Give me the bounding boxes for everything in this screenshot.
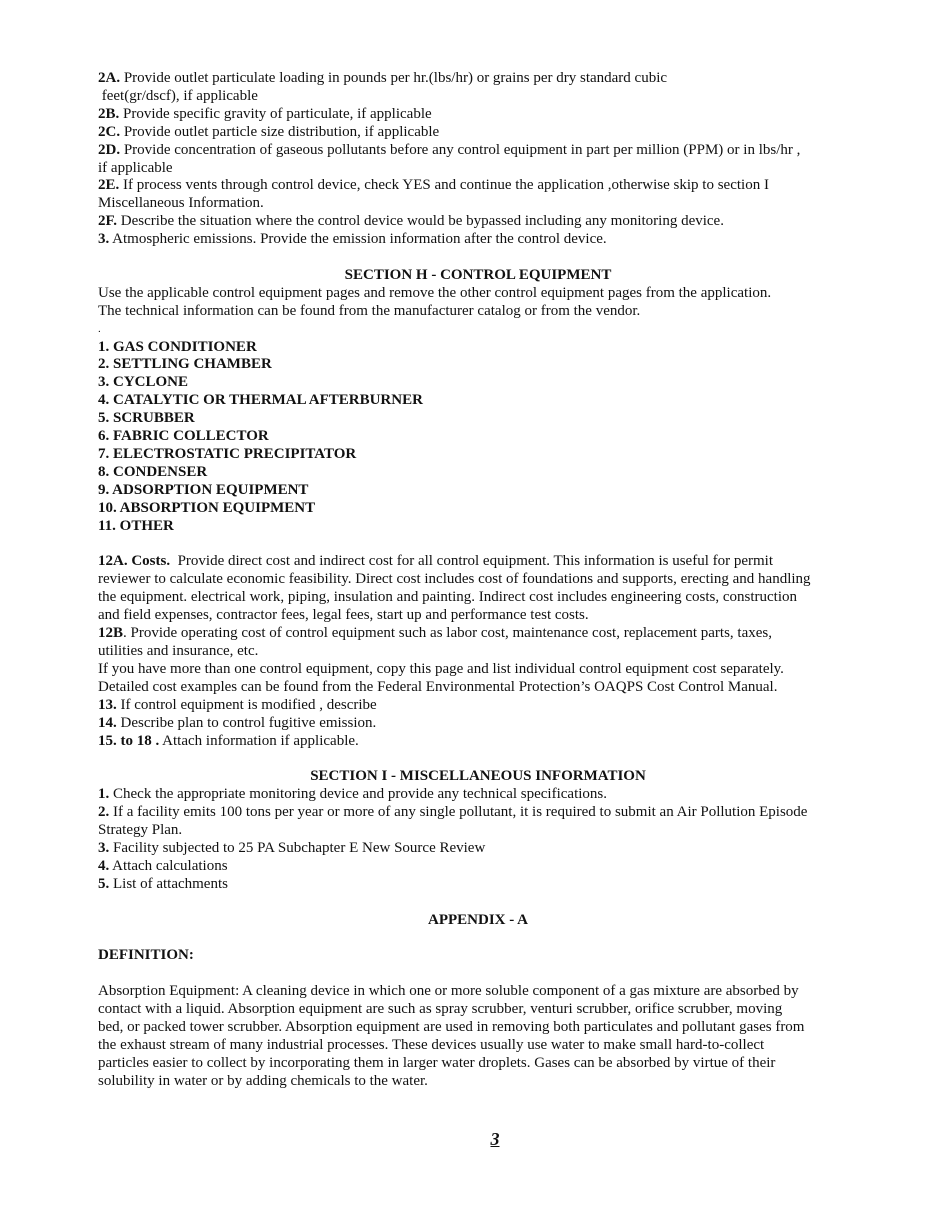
- equipment-item: 6. FABRIC COLLECTOR: [98, 428, 269, 445]
- spacer: [98, 929, 858, 947]
- equipment-item: 1. GAS CONDITIONER: [98, 338, 257, 355]
- costs-line: reviewer to calculate economic feasibility. Direct cost includes cost of foundations and supports, erecting and handling: [98, 571, 811, 588]
- item-2e: 2E. If process vents through control device, check YES and continue the application ,otherwise skip to section I: [98, 177, 769, 194]
- definition-line: solubility in water or by adding chemicals to the water.: [98, 1072, 428, 1089]
- section-i-item: 3. Facility subjected to 25 PA Subchapter E New Source Review: [98, 839, 486, 856]
- item-14: 14. Describe plan to control fugitive emission.: [98, 714, 377, 731]
- definition-line: the exhaust stream of many industrial processes. These devices usually use water to make small hard-to-collect: [98, 1036, 765, 1053]
- item-2e-cont: Miscellaneous Information.: [98, 195, 264, 212]
- spacer: [98, 894, 858, 912]
- item-2d-cont: if applicable: [98, 159, 173, 176]
- section-i-item: 1. Check the appropriate monitoring device and provide any technical specifications.: [98, 786, 607, 803]
- section-i-item: 2. If a facility emits 100 tons per year or more of any single pollutant, it is required to submit an Air Pollution Episode: [98, 804, 808, 821]
- item-2f: 2F. Describe the situation where the control device would be bypassed including any monitoring device.: [98, 213, 724, 230]
- item-2a-cont: feet(gr/dscf), if applicable: [98, 87, 258, 104]
- page-number: 3: [490, 1129, 500, 1149]
- item-2b: 2B. Provide specific gravity of particulate, if applicable: [98, 105, 432, 122]
- section-h-dot: .: [98, 322, 101, 335]
- cost-note-line2: Detailed cost examples can be found from the Federal Environmental Protection’s OAQPS Cost Control Manual.: [98, 678, 778, 695]
- spacer: [98, 249, 858, 267]
- equipment-item: 11. OTHER: [98, 517, 174, 534]
- equipment-list: [98, 339, 858, 536]
- section-g-items: [98, 70, 858, 249]
- costs-label: 12A. Costs.: [98, 553, 171, 570]
- equipment-item: 3. CYCLONE: [98, 374, 189, 391]
- definition-paragraph: [98, 983, 858, 1090]
- spacer: [98, 750, 858, 768]
- equipment-item: 2. SETTLING CHAMBER: [98, 356, 272, 373]
- section-i-item-cont: Strategy Plan.: [98, 822, 183, 839]
- appendix-heading: APPENDIX - A: [428, 911, 528, 928]
- item-3: 3. Atmospheric emissions. Provide the emission information after the control device.: [98, 231, 607, 248]
- spacer: [98, 965, 858, 983]
- section-h-intro-line2: The technical information can be found from the manufacturer catalog or from the vendor.: [98, 302, 641, 319]
- section-h-intro-line1: Use the applicable control equipment pages and remove the other control equipment pages from the application.: [98, 284, 772, 301]
- item-2c: 2C. Provide outlet particle size distribution, if applicable: [98, 123, 440, 140]
- item-2d: 2D. Provide concentration of gaseous pollutants before any control equipment in part per million (PPM) or in lbs/hr ,: [98, 141, 801, 158]
- item-12b-cont: utilities and insurance, etc.: [98, 642, 259, 659]
- document-page: [98, 70, 858, 1091]
- spacer: [98, 536, 858, 554]
- section-i-item: 4. Attach calculations: [98, 857, 228, 874]
- costs-paragraph: 12A. Costs. Provide direct cost and indirect cost for all control equipment. This information is useful for permit reviewer to calculate economic feasibility. Direct cost includes cost of foundations and supports, erecting and handling the equipment. electrical work, piping, insulation and painting. Indirect cost includes engineering costs, construction and field expenses, contractor fees, legal fees, start up and performance test costs.: [98, 553, 858, 625]
- equipment-item: 9. ADSORPTION EQUIPMENT: [98, 481, 309, 498]
- section-i-heading: SECTION I - MISCELLANEOUS INFORMATION: [310, 768, 646, 785]
- item-13: 13. If control equipment is modified , describe: [98, 696, 377, 713]
- equipment-item: 7. ELECTROSTATIC PRECIPITATOR: [98, 446, 357, 463]
- definition-line: bed, or packed tower scrubber. Absorption equipment are used in removing both particulates and pollutant gases from: [98, 1018, 805, 1035]
- equipment-item: 4. CATALYTIC OR THERMAL AFTERBURNER: [98, 392, 423, 409]
- definition-label: DEFINITION:: [98, 947, 194, 964]
- item-15-18: 15. to 18 . Attach information if applicable.: [98, 732, 359, 749]
- costs-line: and field expenses, contractor fees, legal fees, start up and performance test costs.: [98, 607, 589, 624]
- definition-line: Absorption Equipment: A cleaning device in which one or more soluble component of a gas mixture are absorbed by: [98, 983, 799, 1000]
- definition-line: contact with a liquid. Absorption equipment are such as spray scrubber, venturi scrubber, orifice scrubber, moving: [98, 1001, 783, 1018]
- definition-line: particles easier to collect by incorporating them in larger water droplets. Gases can be absorbed by virtue of their: [98, 1054, 776, 1071]
- section-i-item: 5. List of attachments: [98, 875, 228, 892]
- costs-line: the equipment. electrical work, piping, insulation and painting. Indirect cost includes engineering costs, construction: [98, 589, 797, 606]
- item-12b: 12B. Provide operating cost of control equipment such as labor cost, maintenance cost, replacement parts, taxes,: [98, 625, 772, 642]
- cost-note-line1: If you have more than one control equipment, copy this page and list individual control equipment cost separately.: [98, 660, 784, 677]
- section-h-heading: SECTION H - CONTROL EQUIPMENT: [344, 266, 612, 283]
- item-2a: 2A. Provide outlet particulate loading in pounds per hr.(lbs/hr) or grains per dry standard cubic: [98, 70, 668, 86]
- equipment-item: 5. SCRUBBER: [98, 410, 195, 427]
- equipment-item: 10. ABSORPTION EQUIPMENT: [98, 499, 316, 516]
- equipment-item: 8. CONDENSER: [98, 463, 208, 480]
